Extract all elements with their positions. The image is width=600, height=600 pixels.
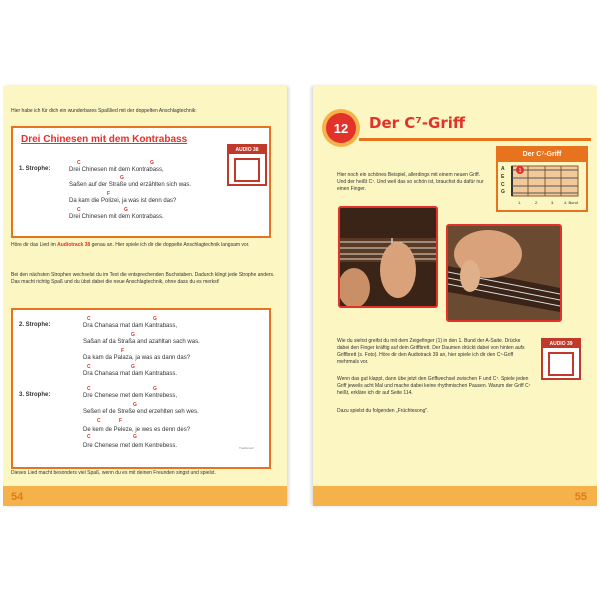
- footer-band: [3, 486, 287, 506]
- hand-photo-front: [338, 206, 438, 308]
- verse-line: De kem de Peleze, je wes es denn des?: [83, 427, 191, 433]
- outro-text: Dieses Lied macht besonders viel Spaß, wenn du es mit deinen Freunden singst und spielst.: [11, 470, 216, 476]
- audio-icon-frame: [234, 158, 260, 182]
- verse-line: Dre Chenese met dem Kentrebess.: [83, 443, 178, 449]
- chord-g: G: [131, 332, 135, 338]
- paragraph-audiotrack: [11, 242, 281, 249]
- verse-line: Saßen auf der Straße und erzählten sich was.: [69, 182, 192, 188]
- chord-g: G: [133, 402, 137, 408]
- chord-g: G: [153, 386, 157, 392]
- audiotrack-link: Audiotrack 38: [57, 242, 91, 248]
- chapter-title: Der C⁷-Griff: [369, 114, 466, 132]
- chord-diagram: [496, 146, 588, 212]
- chord-c: C: [77, 207, 81, 213]
- song-hint: Dazu spielst du folgenden „Früchtesong".: [337, 408, 429, 414]
- chord-c: C: [87, 364, 91, 370]
- strophe2-label: 2. Strophe:: [19, 322, 51, 328]
- instruction-paragraph: Wie du siehst greifst du mit dem Zeigefinger (1) in den 1. Bund der A-Saite. Drücke dabei den Finger kräftig auf dein Griffbrett. Der Daumen drückt dabei von hinten aufs Griffbrett (s. Foto). Höre dir den Audiotrack 39 an, hier spiele ich dir den C⁷-Griff mehrmals vor.: [337, 338, 525, 365]
- right-page: [313, 86, 597, 506]
- chord-g: G: [153, 316, 157, 322]
- chapter-number: 12: [333, 121, 349, 136]
- audio-label: AUDIO 39: [543, 340, 579, 348]
- chord-g: G: [120, 175, 124, 181]
- strophe1-label: 1. Strophe:: [19, 166, 51, 172]
- footer-band: [313, 486, 597, 506]
- credit-note: Traditionell: [239, 446, 254, 450]
- fret-label: 2.: [535, 200, 539, 205]
- verse-line: Dra Chanasa mat dam Kantrabass,: [83, 323, 178, 329]
- audio-badge-38: [227, 144, 267, 186]
- fret-label: 3.: [551, 200, 555, 205]
- left-page: [3, 86, 287, 506]
- audio-icon-frame: [548, 352, 574, 376]
- sun-badge-icon: [321, 108, 361, 148]
- strophe3-label: 3. Strophe:: [19, 392, 51, 398]
- chord-f: F: [119, 418, 123, 424]
- verse-line: Drei Chinesen mit dem Kontrabass,: [69, 167, 164, 173]
- chapter-badge: [321, 108, 353, 140]
- paragraph-strophen: Bei den nächsten Strophen wechselst du im Text die entsprechenden Buchstaben. Dadurch klingt jede Strophe anders. Das macht richtig Spaß und du übst dabei die neue Anschlagtechnik, ohne dass du es merkst!: [11, 272, 275, 285]
- verse-line: Drei Chinesen mit dem Kontrabass.: [69, 214, 164, 220]
- fret-label: 4. Bund: [564, 200, 578, 205]
- chord-diagram-title: Der C⁷-Griff: [498, 148, 586, 162]
- hand-photo-back: [446, 224, 562, 322]
- guitar-neck-image: [340, 208, 436, 306]
- intro-text: Hier habe ich für dich ein wunderbares Spaßlied mit der doppelten Anschlagtechnik:: [11, 108, 197, 114]
- chord-f: F: [107, 191, 111, 197]
- chord-g: G: [124, 207, 128, 213]
- verse-line: Saßan af da Straßa and azahltan sach was.: [83, 339, 200, 345]
- string-label: C: [501, 182, 505, 188]
- chord-c: C: [77, 160, 81, 166]
- string-label: G: [501, 189, 505, 195]
- audio-badge-39: [541, 338, 581, 380]
- chord-c: C: [97, 418, 101, 424]
- string-label: E: [501, 174, 505, 180]
- chord-c: C: [87, 434, 91, 440]
- chapter-intro: Hier noch ein schönes Beispiel, allerdings mit einem neuen Griff. Und der heißt C⁷. Und weil das so schön ist, brauchst du dafür nur einen Finger.: [337, 172, 484, 192]
- chord-f: F: [121, 348, 125, 354]
- verse-line: Dra Chanasa mat dam Kantrabass.: [83, 371, 178, 377]
- verse-line: Seßen ef de Streße end erzehlten seh wes.: [83, 409, 199, 415]
- audio-label: AUDIO 38: [229, 146, 265, 154]
- chord-g: G: [131, 364, 135, 370]
- verse-line: Da kam da Palaza, ja was as dann das?: [83, 355, 191, 361]
- practice-paragraph: Wenn das gut klappt, dann übe jetzt den Griffwechsel zwischen F und C⁷. Spiele jeden Griff jeweils acht Mal und mache dabei keine rhythmischen Pausen. Warum der Griff C⁷ heißt, erkläre ich dir auf Seite 114.: [337, 376, 531, 396]
- chord-c: C: [87, 316, 91, 322]
- para-lead: Höre dir das Lied im: [11, 242, 58, 248]
- page-number-right: 55: [574, 491, 587, 503]
- fret-label: 1.: [518, 200, 522, 205]
- chord-g: G: [133, 434, 137, 440]
- svg-text:1: 1: [518, 168, 522, 174]
- thumb-on-neck-image: [448, 226, 560, 320]
- song-title: Drei Chinesen mit dem Kontrabass: [21, 134, 188, 145]
- chord-c: C: [87, 386, 91, 392]
- chord-g: G: [150, 160, 154, 166]
- para-rest: genau an. Hier spiele ich dir die doppelte Anschlagtechnik langsam vor.: [90, 242, 250, 248]
- title-divider: [359, 138, 591, 141]
- verse-line: Dre Chenese met dem Kentrebess,: [83, 393, 178, 399]
- string-label: A: [501, 166, 505, 172]
- verse-line: Da kam die Polizei, ja was ist denn das?: [69, 198, 177, 204]
- page-number-left: 54: [11, 491, 24, 503]
